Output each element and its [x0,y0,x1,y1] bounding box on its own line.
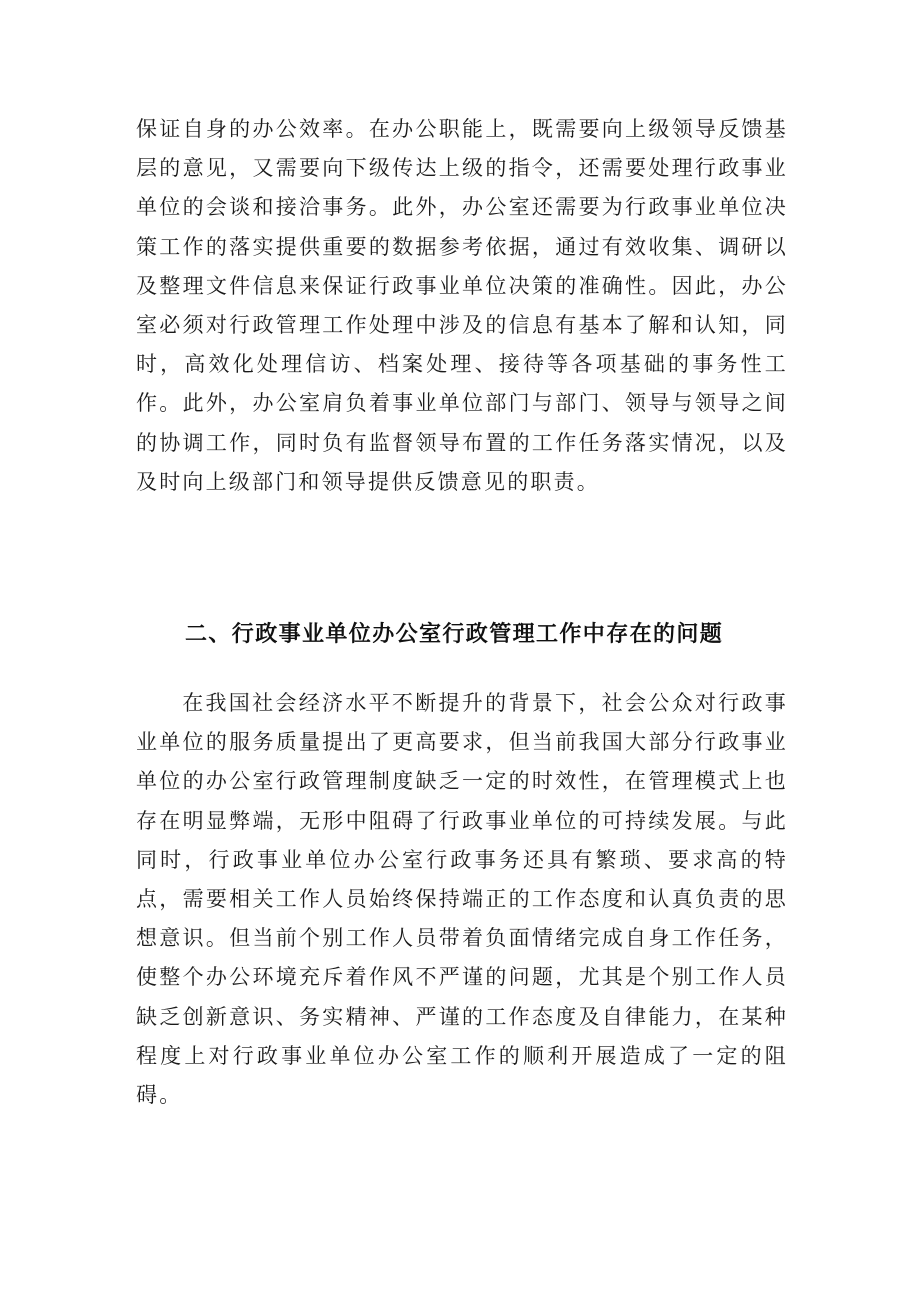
section-heading: 二、行政事业单位办公室行政管理工作中存在的问题 [185,622,724,647]
body-paragraph-1: 保证自身的办公效率。在办公职能上，既需要向上级领导反馈基层的意见，又需要向下级传达上级的指令，还需要处理行政事业单位的会谈和接洽事务。此外，办公室还需要为行政事业单位决策工作的落实提供重要的数据参考依据，通过有效收集、调研以及整理文件信息来保证行政事业单位决策的准确性。因此，办公室必须对行政管理工作处理中涉及的信息有基本了解和认知，同时，高效化处理信访、档案处理、接待等各项基础的事务性工作。此外，办公室肩负着事业单位部门与部门、领导与领导之间的协调工作，同时负有监督领导布置的工作任务落实情况，以及及时向上级部门和领导提供反馈意见的职责。 [136,117,788,494]
body-paragraph-2: 在我国社会经济水平不断提升的背景下，社会公众对行政事业单位的服务质量提出了更高要求，但当前我国大部分行政事业单位的办公室行政管理制度缺乏一定的时效性，在管理模式上也存在明显弊端，无形中阻碍了行政事业单位的可持续发展。与此同时，行政事业单位办公室行政事务还具有繁琐、要求高的特点，需要相关工作人员始终保持端正的工作态度和认真负责的思想意识。但当前个别工作人员带着负面情绪完成自身工作任务，使整个办公环境充斥着作风不严谨的问题，尤其是个别工作人员缺乏创新意识、务实精神、严谨的工作态度及自律能力，在某种程度上对行政事业单位办公室工作的顺利开展造成了一定的阻碍。 [136,691,788,1108]
